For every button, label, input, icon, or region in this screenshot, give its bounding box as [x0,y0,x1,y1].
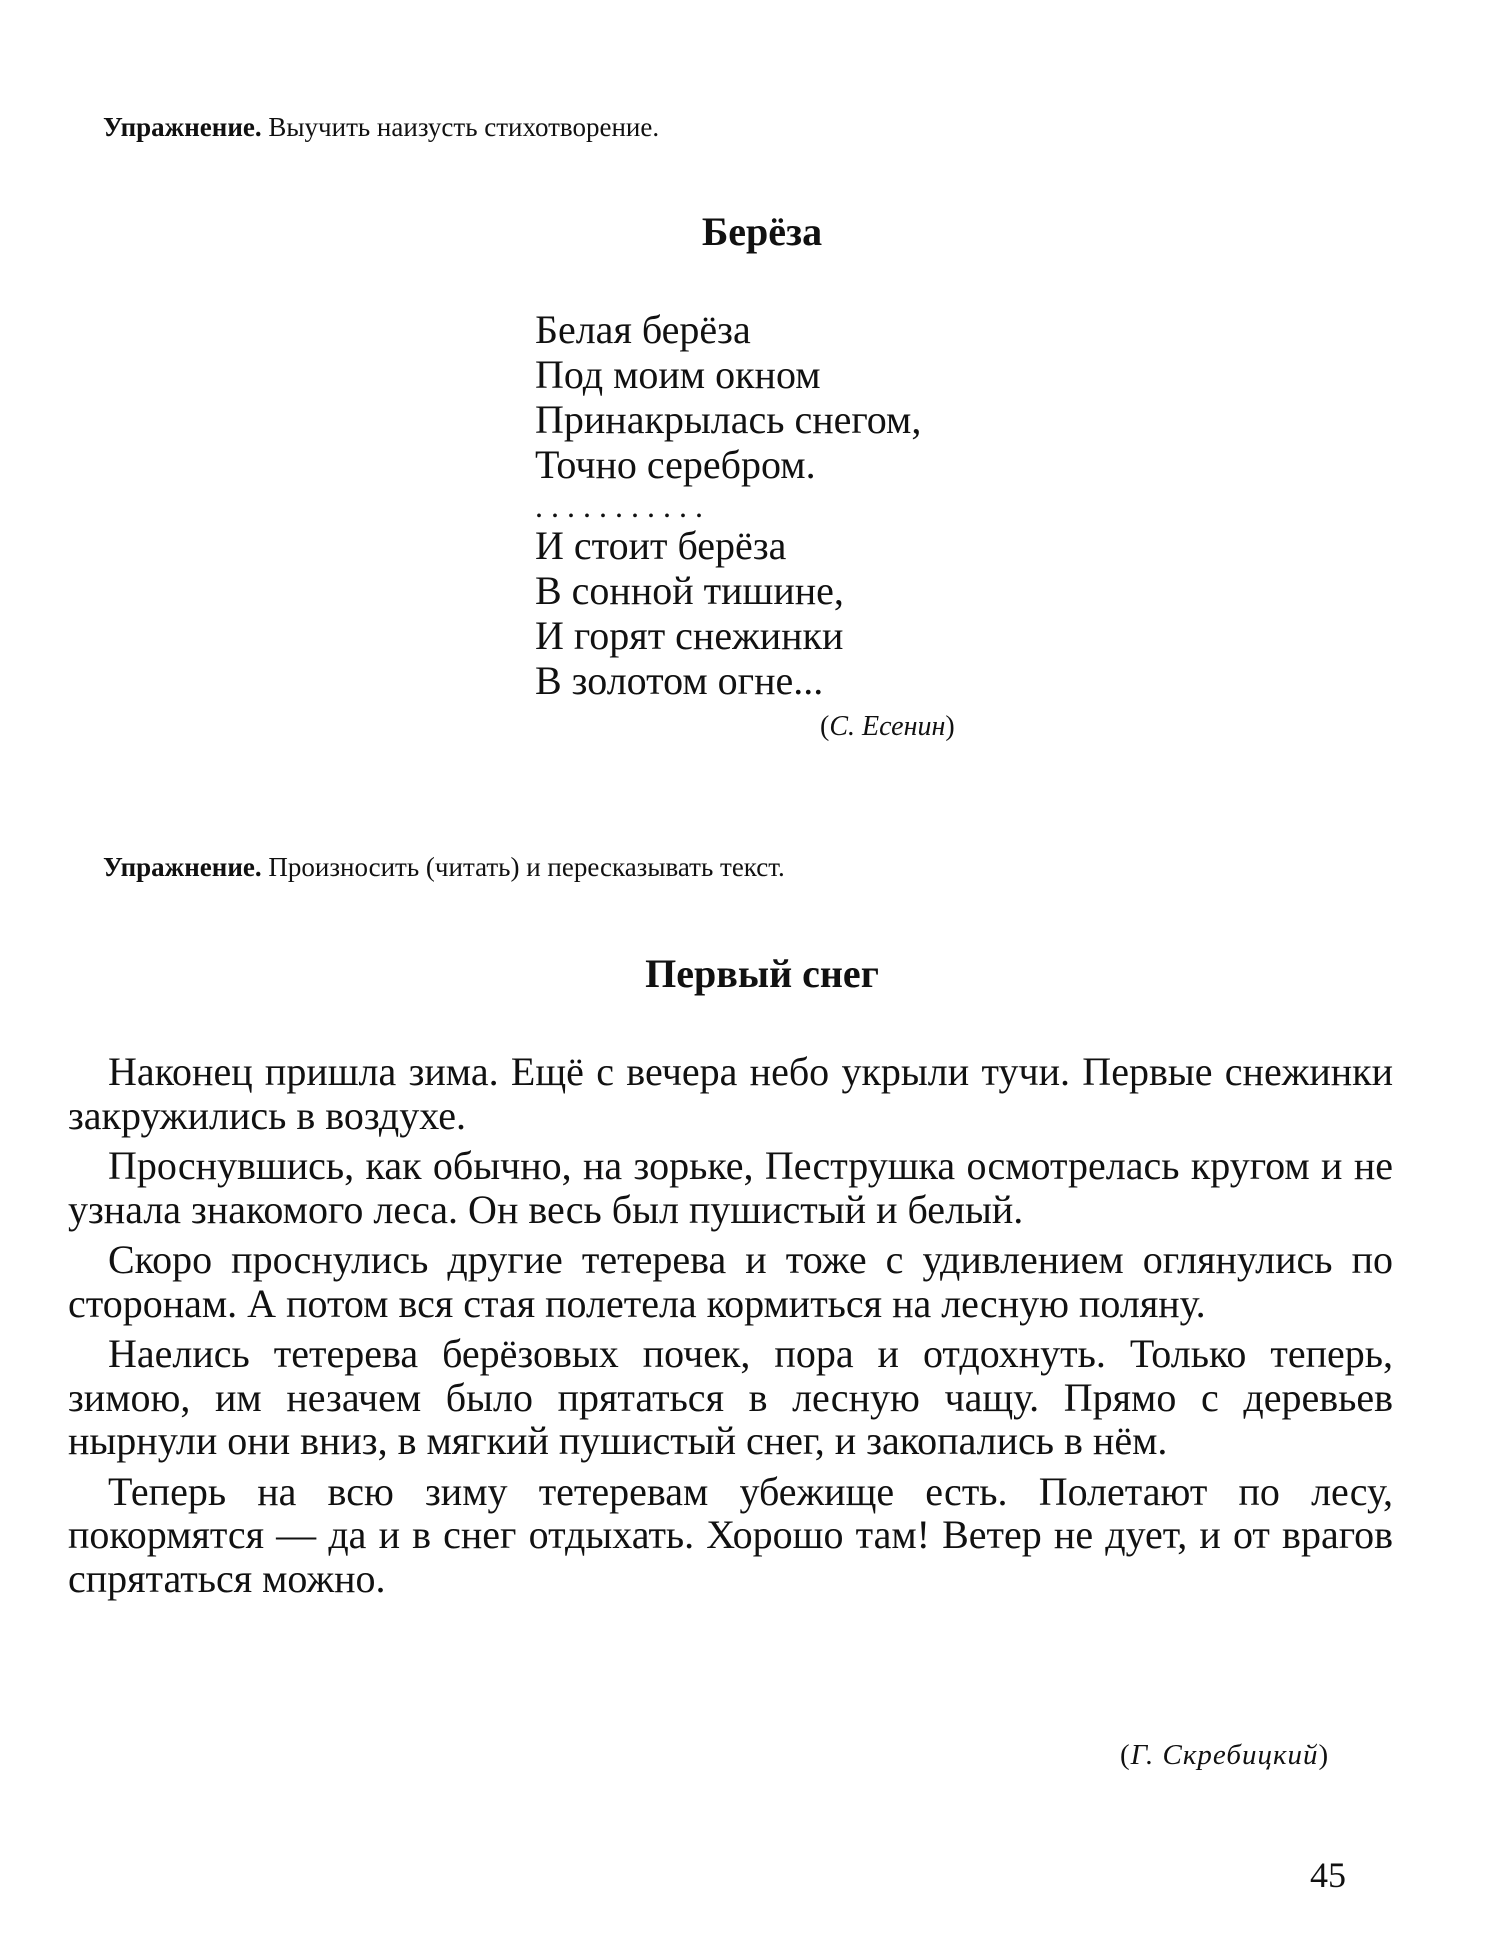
story-author [1120,1738,1329,1772]
poem-body [535,307,921,703]
story-body [68,1050,1393,1607]
poem-omission-dots: ........... [535,488,711,524]
poem-line: Точно серебром. [535,442,816,487]
exercise-text: Выучить наизусть стихотворение. [261,112,660,142]
story-paragraph: Наелись тетерева берёзовых почек, пора и отдохнуть. Только теперь, зимою, им незачем было прятаться в лесную чащу. Прямо с деревьев нырнули они вниз, в мягкий пушистый снег, и закопались в нём. [68,1331,1393,1463]
exercise-label: Упражнение. [103,852,262,882]
poem-line: И горят снежинки [535,613,844,658]
poem-title: Берёза [701,209,823,254]
poem-line: Белая берёза [535,307,751,352]
poem-line: Под моим окном [535,352,821,397]
exercise-label: Упражнение. [103,112,262,142]
exercise-instruction-retell [103,850,785,884]
author-paren-open: ( [1120,1739,1131,1771]
exercise-instruction-memorize [103,110,659,144]
page-number: 45 [1310,1855,1346,1895]
poem-author [820,710,955,744]
author-paren-open: ( [820,711,830,742]
story-title: Первый снег [645,951,879,996]
poem-line: И стоит берёза [535,523,787,568]
author-paren-close: ) [1318,1739,1330,1771]
story-paragraph: Теперь на всю зиму тетеревам убежище есть. Полетают по лесу, покормятся — да и в снег отдыхать. Хорошо там! Ветер не дует, и от врагов спрятаться можно. [68,1468,1393,1601]
exercise-text: Произносить (читать) и пересказывать текст. [261,852,785,882]
story-paragraph: Проснувшись, как обычно, на зорьке, Пеструшка осмотрелась кругом и не узнала знакомого леса. Он весь был пушистый и белый. [68,1143,1393,1232]
poem-line: Принакрылась снегом, [535,397,922,442]
author-paren-close: ) [945,711,955,742]
story-paragraph: Скоро проснулись другие тетерева и тоже с удивлением оглянулись по сторонам. А потом вся стая полетела кормиться на лесную поляну. [68,1237,1393,1326]
author-name: Г. Скребицкий [1130,1739,1319,1771]
story-paragraph: Наконец пришла зима. Ещё с вечера небо укрыли тучи. Первые снежинки закружились в воздухе. [68,1049,1393,1138]
poem-line: В сонной тишине, [535,568,844,613]
poem-line: В золотом огне... [535,658,824,703]
author-name: С. Есенин [829,711,946,742]
